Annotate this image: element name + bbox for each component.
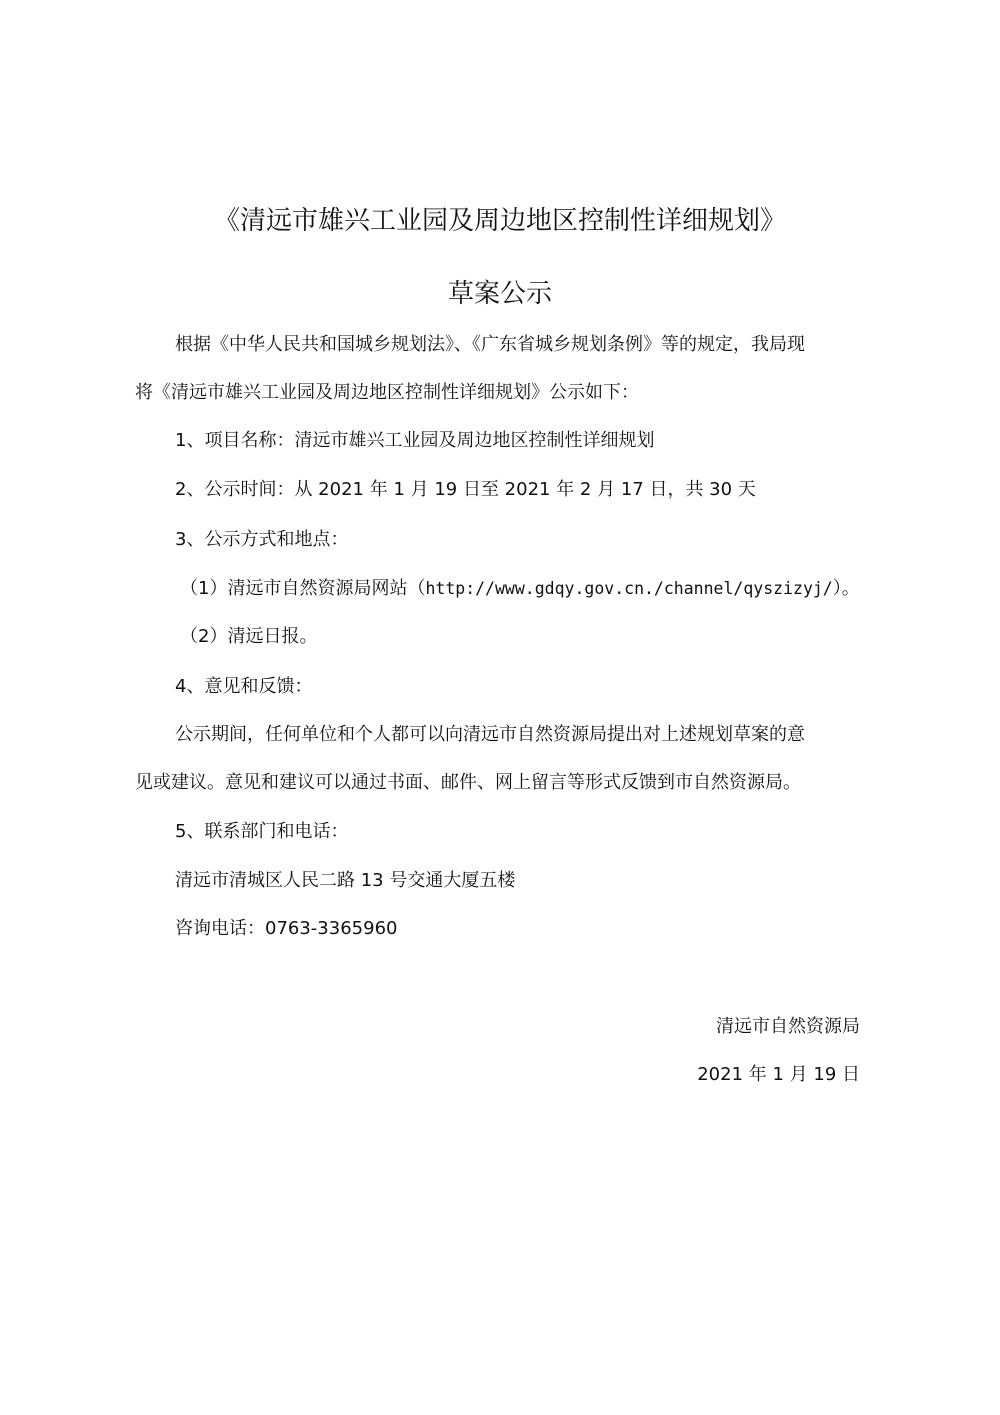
contact-address: 清远市清城区人民二路 13 号交通大厦五楼 [175,870,516,891]
sub-item-website [180,577,860,601]
document-title: 《清远市雄兴工业园及周边地区控制性详细规划》 [213,206,786,236]
item-project-name: 1、项目名称：清远市雄兴工业园及周边地区控制性详细规划 [175,430,655,451]
item-contact: 5、联系部门和电话： [175,821,349,842]
issue-date: 2021 年 1 月 19 日 [697,1064,860,1085]
website-link[interactable]: http://www.gdqy.gov.cn./channel/qyszizyj/ [425,579,833,598]
document-subtitle: 草案公示 [447,279,552,309]
sub-item-website-suffix: ）。 [832,578,860,599]
issuer-name: 清远市自然资源局 [716,1016,860,1037]
intro-paragraph-line-2: 将《清远市雄兴工业园及周边地区控制性详细规划》公示如下： [135,382,639,403]
item-notice-period: 2、公示时间：从 2021 年 1 月 19 日至 2021 年 2 月 17 日，共 30 天 [175,479,756,500]
intro-paragraph-line-1: 根据《中华人民共和国城乡规划法》、《广东省城乡规划条例》等的规定，我局现 [175,334,805,355]
contact-phone: 咨询电话：0763-3365960 [175,918,398,939]
item-feedback: 4、意见和反馈： [175,676,313,697]
item-notice-method: 3、公示方式和地点： [175,529,349,550]
sub-item-website-prefix: （1）清远市自然资源局网站（ [180,578,426,599]
feedback-paragraph-line-1: 公示期间，任何单位和个人都可以向清远市自然资源局提出对上述规划草案的意 [175,724,805,745]
feedback-paragraph-line-2: 见或建议。意见和建议可以通过书面、邮件、网上留言等形式反馈到市自然资源局。 [135,772,801,793]
sub-item-newspaper: （2）清远日报。 [180,626,318,647]
